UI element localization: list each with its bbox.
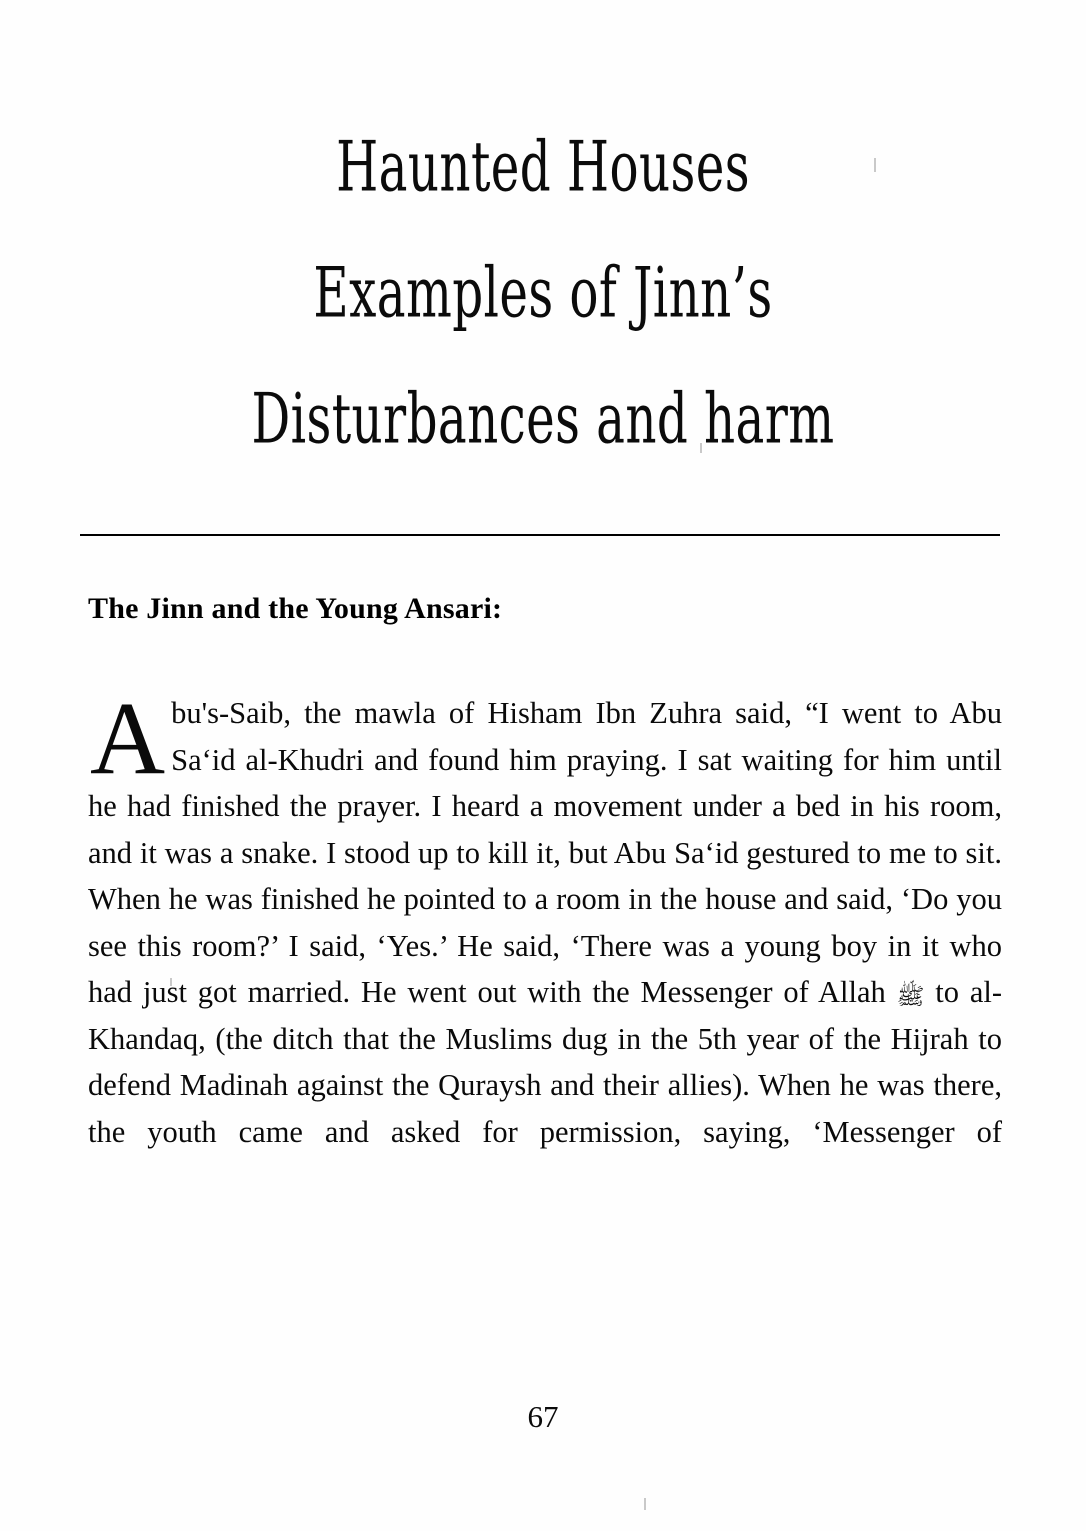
body-text-part-1: bu's-Saib, the mawla of Hisham Ibn Zuhra said, “I went to Abu Saʻid al-Khudri and found him praying. I sat waiting for him until he had finished the prayer. I heard a movement under a bed in his room, and it was a snake. I stood up to kill it, but Abu Saʻid gestured to me to sit. When he was finished he pointed to a room in the house and said, ‘Do you see this room?’ I said, ‘Yes.’ He said, ‘There was a young boy in it who had just got married. He went out with the Messenger of Allah [88, 696, 1002, 1009]
sallallahu-alayhi-wasallam-icon: ﷺ [896, 984, 925, 1010]
title-line-3: Disturbances and harm [251, 377, 835, 460]
title-line-1: Haunted Houses [336, 125, 750, 208]
horizontal-rule [80, 534, 1000, 536]
title-line-2: Examples of Jinn’s [313, 251, 773, 334]
body-paragraph [88, 681, 1002, 1202]
body-text-part-2: to al-Khandaq, (the ditch that the Muslims dug in the 5th year of the Hijrah to defend Madinah against the Quraysh and their allies). When he was there, the youth came and asked for permission, saying, ‘Messenger of [88, 975, 1002, 1149]
page-title [0, 104, 1086, 482]
drop-cap: A [90, 681, 166, 796]
page-number: 67 [527, 1399, 559, 1434]
scan-speck [644, 1498, 646, 1510]
section-heading: The Jinn and the Young Ansari: [88, 592, 503, 625]
scan-speck [874, 158, 876, 172]
scan-speck [700, 443, 702, 453]
scan-speck [170, 978, 172, 986]
